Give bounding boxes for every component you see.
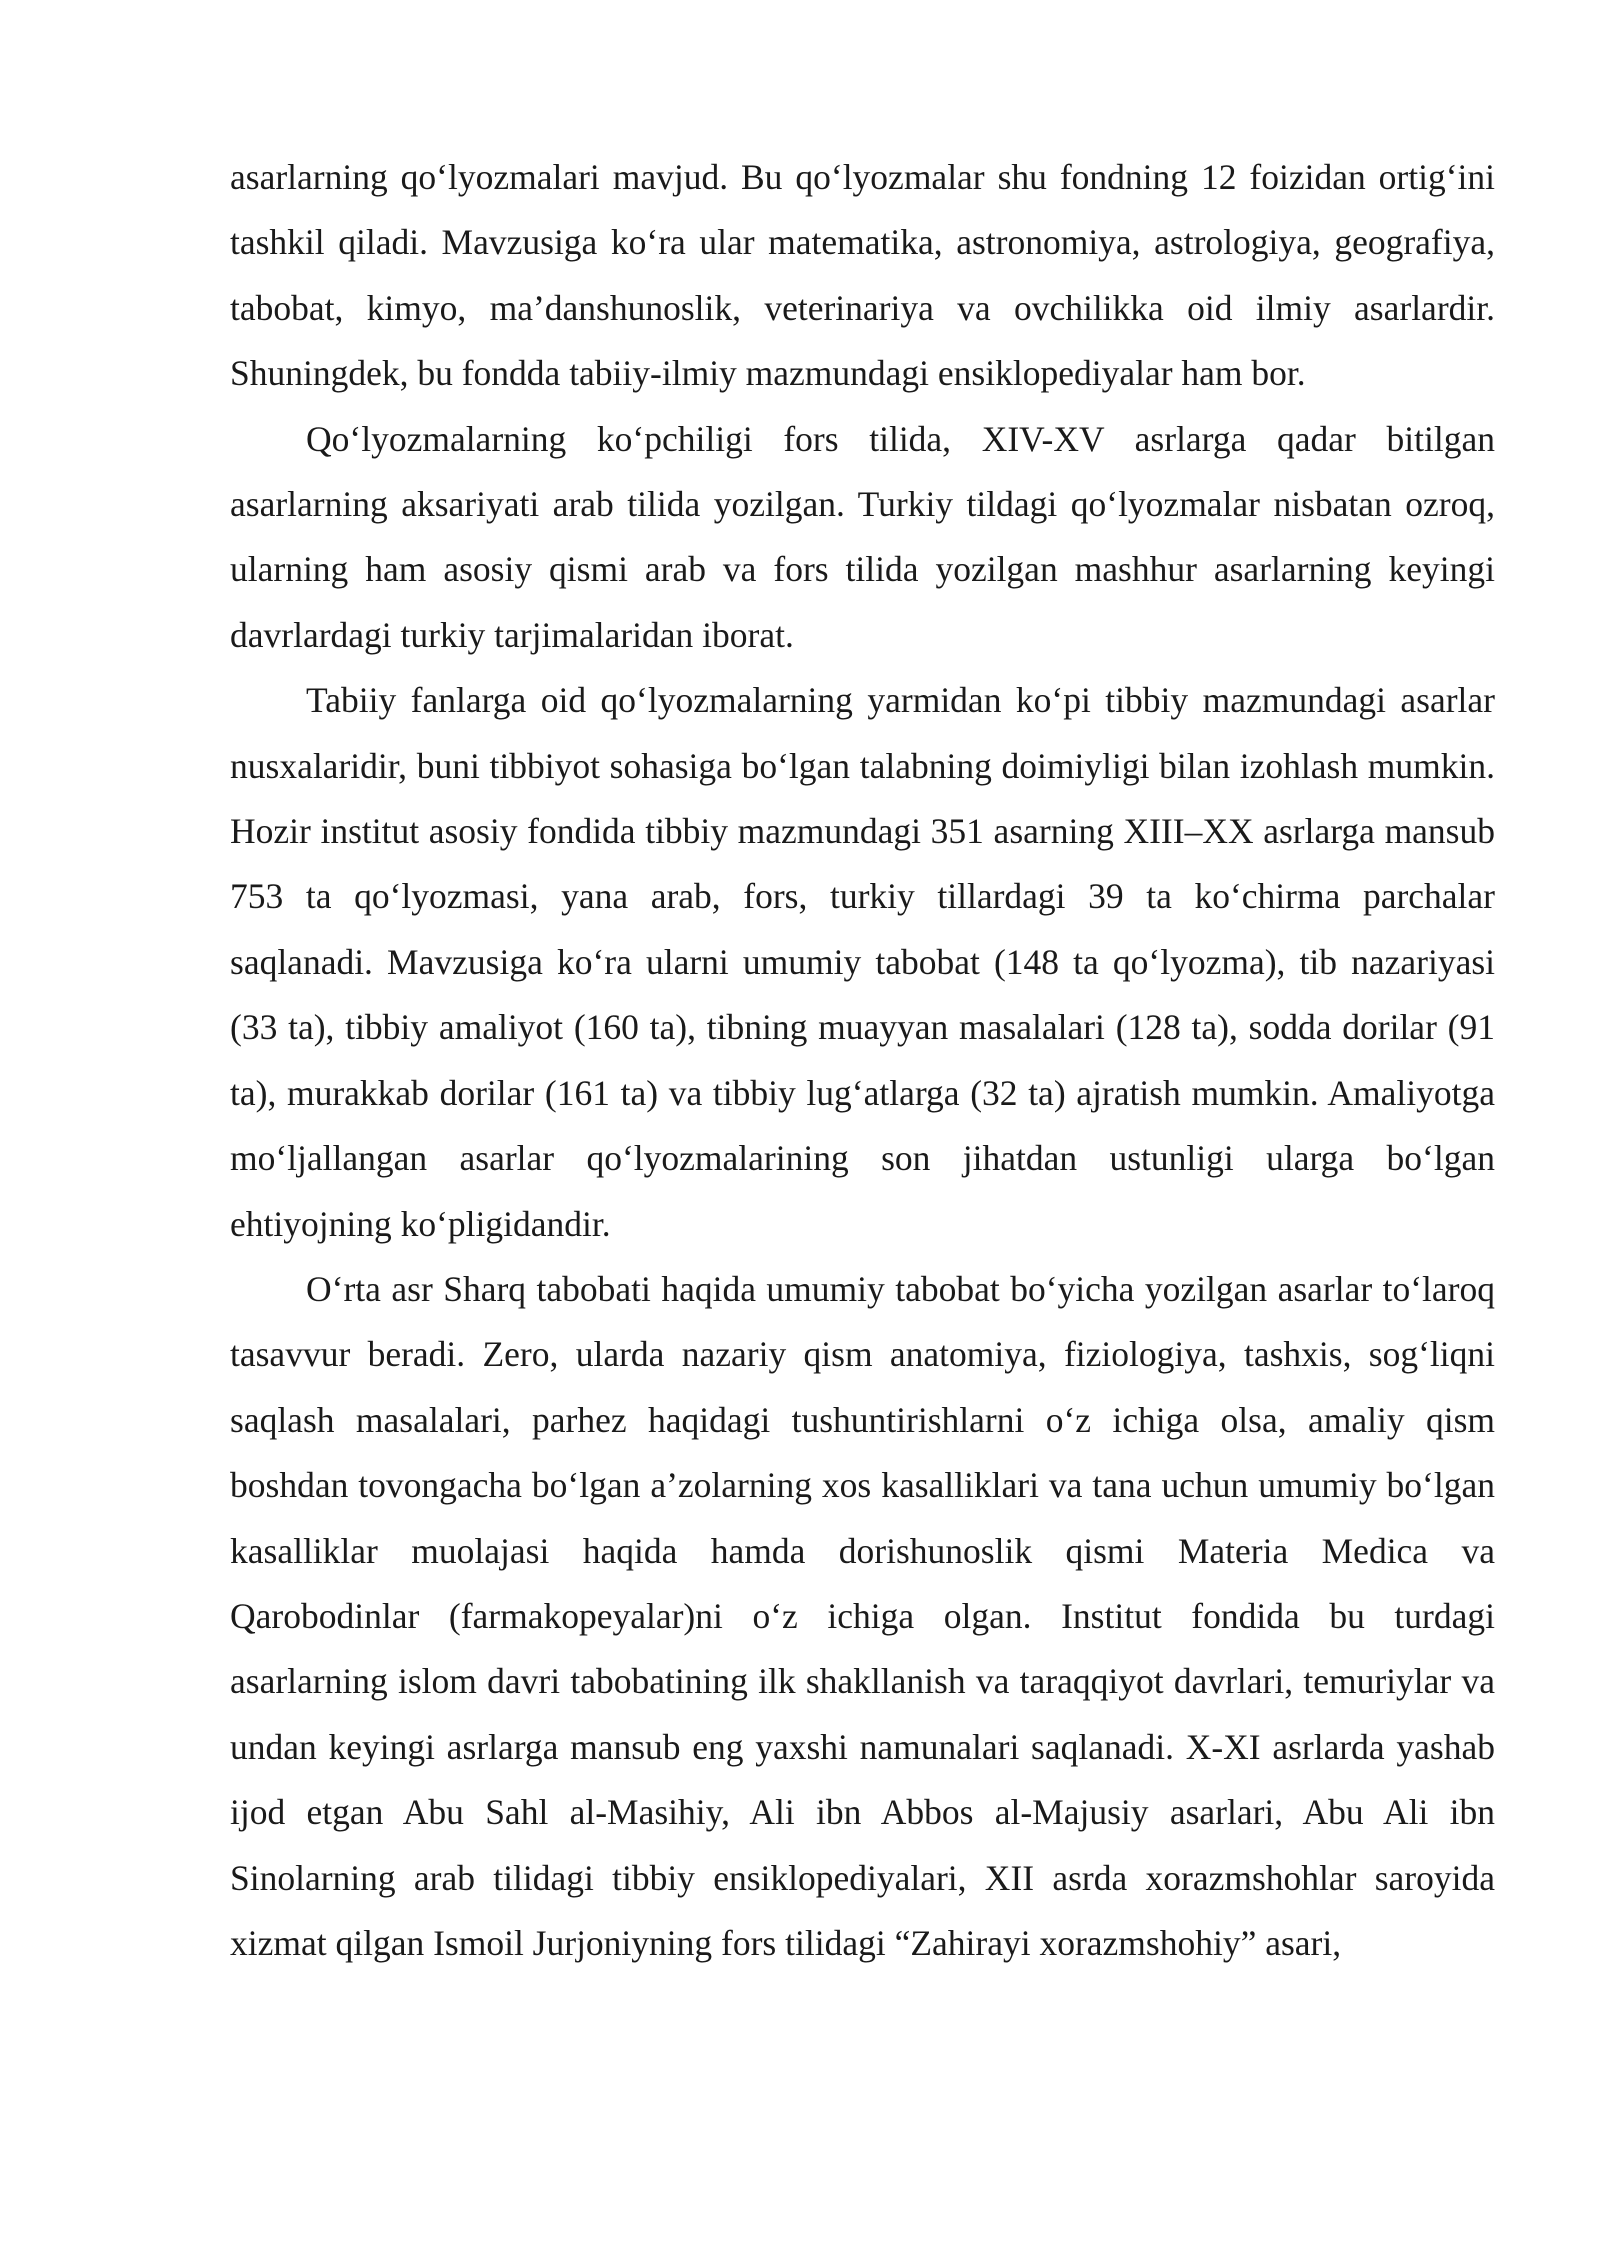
- paragraph-4: O‘rta asr Sharq tabobati haqida umumiy tabobat bo‘yicha yozilgan asarlar to‘laroq tasavvur beradi. Zero, ularda nazariy qism anatomiya, fiziologiya, tashxis, sog‘liqni saqlash masalalari, parhez haqidagi tushuntirishlarni o‘z ichiga olsa, amaliy qism boshdan tovongacha bo‘lgan a’zolarning xos kasalliklari va tana uchun umumiy bo‘lgan kasalliklar muolajasi haqida hamda dorishunoslik qismi Materia Medica va Qarobodinlar (farmakopeyalar)ni o‘z ichiga olgan. Institut fondida bu turdagi asarlarning islom davri tabobatining ilk shakllanish va taraqqiyot davrlari, temuriylar va undan keyingi asrlarga mansub eng yaxshi namunalari saqlanadi. X-XI asrlarda yashab ijod etgan Abu Sahl al-Masihiy, Ali ibn Abbos al-Majusiy asarlari, Abu Ali ibn Sinolarning arab tilidagi tibbiy ensiklopediyalari, XII asrda xorazmshohlar saroyida xizmat qilgan Ismoil Jurjoniyning fors tilidagi “Zahirayi xorazmshohiy” asari,: [230, 1268, 1495, 1963]
- paragraph-3: Tabiiy fanlarga oid qo‘lyozmalarning yarmidan ko‘pi tibbiy mazmundagi asarlar nusxalaridir, buni tibbiyot sohasiga bo‘lgan talabning doimiyligi bilan izohlash mumkin. Hozir institut asosiy fondida tibbiy mazmundagi 351 asarning XIII–XX asrlarga mansub 753 ta qo‘lyozmasi, yana arab, fors, turkiy tillardagi 39 ta ko‘chirma parchalar saqlanadi. Mavzusiga ko‘ra ularni umumiy tabobat (148 ta qo‘lyozma), tib nazariyasi (33 ta), tibbiy amaliyot (160 ta), tibning muayyan masalalari (128 ta), sodda dorilar (91 ta), murakkab dorilar (161 ta) va tibbiy lug‘atlarga (32 ta) ajratish mumkin. Amaliyotga mo‘ljallangan asarlar qo‘lyozmalarining son jihatdan ustunligi ularga bo‘lgan ehtiyojning ko‘pligidandir.: [230, 680, 1495, 1244]
- body-text: [230, 145, 1495, 1976]
- paragraph-1: asarlarning qo‘lyozmalari mavjud. Bu qo‘lyozmalar shu fondning 12 foizidan ortig‘ini tashkil qiladi. Mavzusiga ko‘ra ular matematika, astronomiya, astrologiya, geografiya, tabobat, kimyo, ma’danshunoslik, veterinariya va ovchilikka oid ilmiy asarlardir. Shuningdek, bu fondda tabiiy-ilmiy mazmundagi ensiklopediyalar ham bor.: [230, 157, 1495, 394]
- paragraph-2: Qo‘lyozmalarning ko‘pchiligi fors tilida, XIV-XV asrlarga qadar bitilgan asarlarning aksariyati arab tilida yozilgan. Turkiy tildagi qo‘lyozmalar nisbatan ozroq, ularning ham asosiy qismi arab va fors tilida yozilgan mashhur asarlarning keyingi davrlardagi turkiy tarjimalaridan iborat.: [230, 418, 1495, 655]
